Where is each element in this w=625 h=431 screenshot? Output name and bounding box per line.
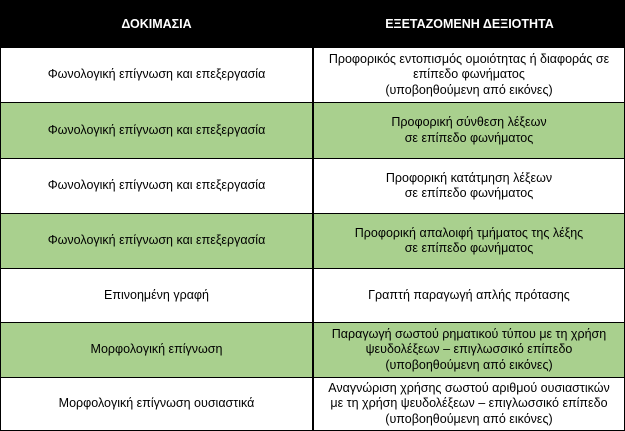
skill-line: Γραπτή παραγωγή απλής πρότασης — [368, 287, 570, 302]
skill-cell — [314, 269, 624, 322]
table-row — [0, 103, 625, 159]
skill-line: ψευδολέξεων – επιγλωσσικό επίπεδο — [365, 342, 573, 357]
skill-line: Προφορική κατάτμηση λέξεων — [385, 170, 553, 185]
skill-cell — [314, 159, 624, 213]
skill-cell — [314, 103, 624, 158]
skill-line: (υποβοηθούμενη από εικόνες) — [385, 82, 553, 97]
skill-line: Προφορική σύνθεση λέξεων — [391, 115, 547, 129]
table-row — [0, 378, 625, 431]
test-cell: Επινοημένη γραφή — [1, 269, 312, 322]
skill-cell — [314, 378, 624, 430]
skill-line: Προφορική απαλοιφή τμήματος της λέξης — [354, 225, 584, 240]
table-row — [0, 159, 625, 214]
header-skill: ΕΞΕΤΑΖΟΜΕΝΗ ΔΕΞΙΟΤΗΤΑ — [385, 17, 554, 31]
table-row — [0, 214, 625, 269]
header-test: ΔΟΚΙΜΑΣΙΑ — [121, 17, 192, 31]
skill-line: με τη χρήση ψευδολέξεων – επιγλωσσικό επίπεδο — [330, 396, 608, 411]
table-header — [0, 0, 625, 48]
table-row — [0, 323, 625, 378]
skill-line: Αναγνώριση χρήσης σωστού αριθμού ουσιαστικών — [328, 380, 610, 395]
skill-line: σε επίπεδο φωνήματος — [404, 186, 534, 200]
test-cell: Φωνολογική επίγνωση και επεξεργασία — [1, 48, 312, 102]
test-cell: Φωνολογική επίγνωση και επεξεργασία — [1, 103, 312, 158]
test-cell: Μορφολογική επίγνωση — [1, 323, 312, 377]
skill-line: (υποβοηθούμενη από εικόνες) — [385, 411, 553, 426]
test-cell: Φωνολογική επίγνωση και επεξεργασία — [1, 214, 312, 268]
skill-cell — [314, 48, 624, 102]
skill-line: σε επίπεδο φωνήματος — [404, 241, 534, 255]
skill-line: Προφορικός εντοπισμός ομοιότητας ή διαφοράς σε — [328, 51, 610, 66]
skill-line: επίπεδο φωνήματος — [413, 67, 525, 82]
skill-line: Παραγωγή σωστού ρηματικού τύπου με τη χρήση — [331, 326, 607, 341]
skill-cell — [314, 323, 624, 377]
test-cell: Μορφολογική επίγνωση ουσιαστικά — [1, 378, 312, 430]
test-cell: Φωνολογική επίγνωση και επεξεργασία — [1, 159, 312, 213]
table-row — [0, 269, 625, 323]
skill-cell — [314, 214, 624, 268]
table-row — [0, 48, 625, 103]
skill-line: σε επίπεδο φωνήματος — [404, 130, 534, 145]
skill-line: (υποβοηθούμενη από εικόνες) — [385, 357, 553, 372]
